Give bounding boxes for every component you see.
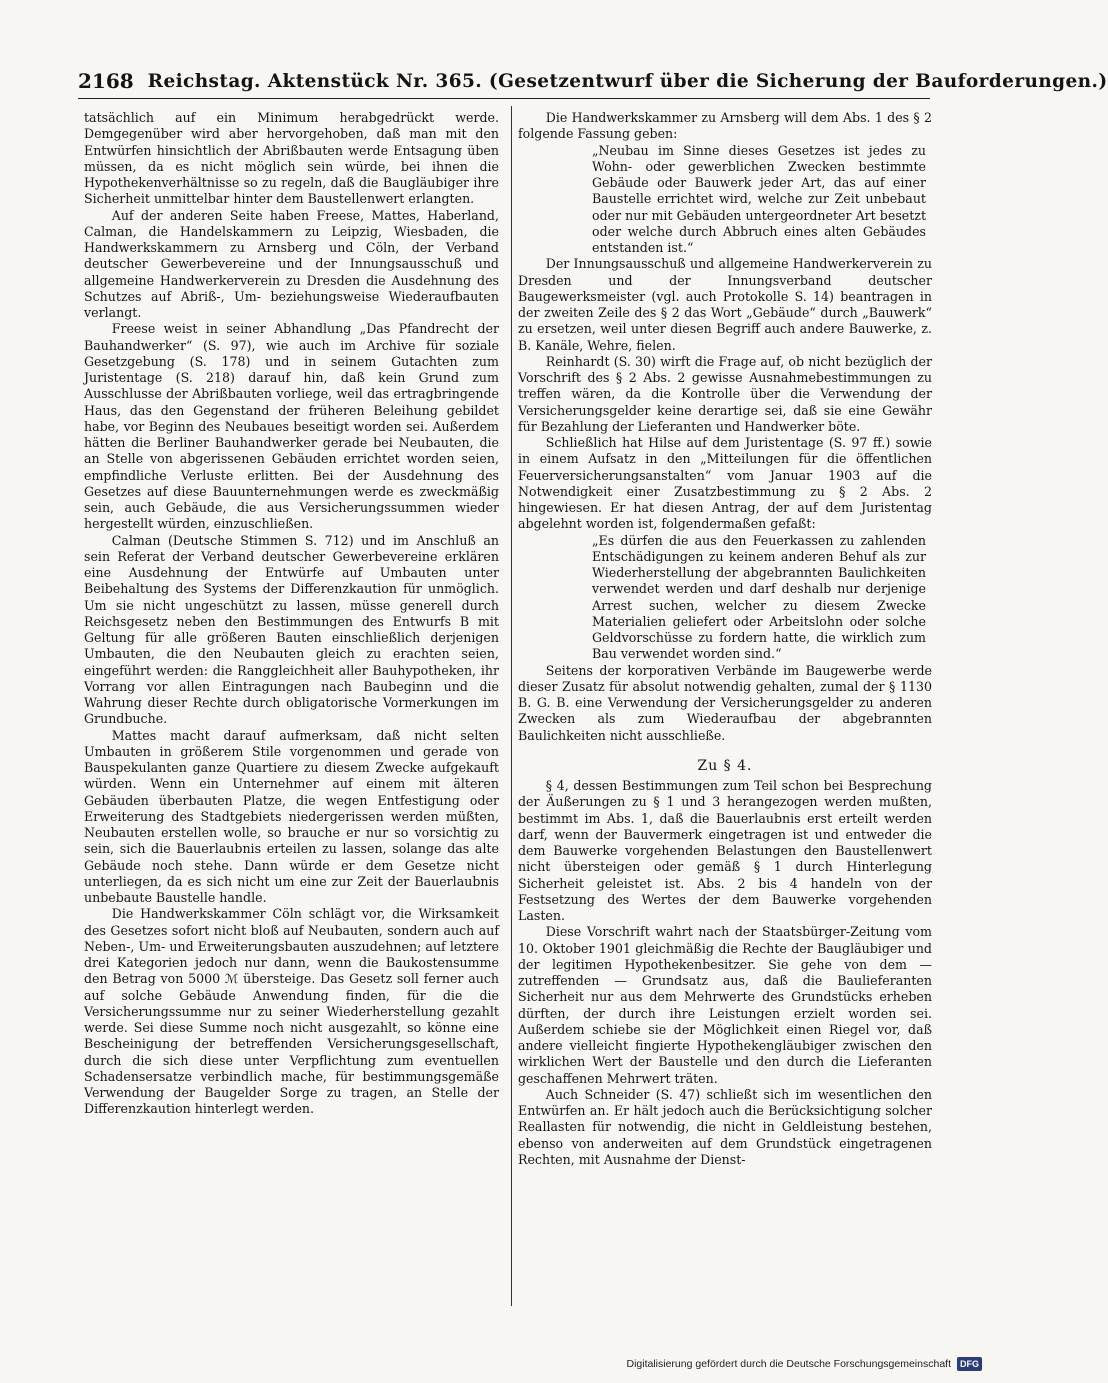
paragraph: Die Handwerkskammer Cöln schlägt vor, die Wirksamkeit des Gesetzes sofort nicht bloß auf Neubauten, sondern auch auf Neben-, Um- und Erweiterungsbauten auszudehnen; auf letztere drei Kategorien jedoch nur dann, wenn die Baukostensumme den Betrag von 5000 ℳ übersteige. Das Gesetz soll ferner auch auf solche Gebäude Anwendung finden, für die die Versicherungssumme nur zu seiner Wiederherstellung gezahlt werde. Sei diese Summe noch nicht ausgezahlt, so könne eine Bescheinigung der betreffenden Versicherungsgesellschaft, durch die sich diese unter Verpflichtung zum eventuellen Schadensersatze verbindlich mache, für bestimmungsgemäße Verwendung der Baugelder Sorge zu tragen, an Stelle der Differenzkaution hinterlegt werden. xyxy=(84,906,499,1117)
paragraph: § 4, dessen Bestimmungen zum Teil schon bei Besprechung der Äußerungen zu § 1 und 3 herangezogen werden mußten, bestimmt im Abs. 1, daß die Bauerlaubnis erst erteilt werden darf, wenn der Bauvermerk eingetragen ist und entweder die dem Bauwerke vorgehenden Belastungen den Baustellenwert nicht übersteigen oder gemäß § 1 durch Hinterlegung Sicherheit geleistet ist. Abs. 2 bis 4 handeln von der Festsetzung des Wertes der dem Bauwerke vorgehenden Lasten. xyxy=(518,778,932,923)
paragraph: Diese Vorschrift wahrt nach der Staatsbürger-Zeitung vom 10. Oktober 1901 gleichmäßig die Rechte der Baugläubiger und der legitimen Hypothekenbesitzer. Sie gehe von dem — zutreffenden — Grundsatz aus, daß die Baulieferanten Sicherheit nur aus dem Mehrwerte des Grundstücks erheben dürften, der durch ihre Leistungen erzielt worden sei. Außerdem schiebe sie der Möglichkeit einen Riegel vor, daß andere vielleicht fingierte Hypothekengläubiger zwischen den wirklichen Wert der Baustelle und den durch die Lieferanten geschaffenen Mehrwert träten. xyxy=(518,924,932,1086)
paragraph: Der Innungsausschuß und allgemeine Handwerkerverein zu Dresden und der Innungsverband deutscher Baugewerksmeister (vgl. auch Protokolle S. 14) beantragen in der zweiten Zeile des § 2 das Wort „Gebäude“ durch „Bauwerk“ zu ersetzen, weil unter diesen Begriff auch andere Bauwerke, z. B. Kanäle, Wehre, fielen. xyxy=(518,256,932,353)
section-heading: Zu § 4. xyxy=(697,757,753,774)
dfg-logo: DFG xyxy=(957,1357,982,1371)
left-column xyxy=(84,110,499,1118)
page-header xyxy=(78,64,1108,98)
paragraph: Mattes macht darauf aufmerksam, daß nicht selten Umbauten in größerem Stile vorgenommen und gerade von Bauspekulanten ganze Quartiere zu diesem Zwecke aufgekauft würden. Wenn ein Unternehmer auf einem mit älteren Gebäuden überbauten Platze, die wegen Entfestigung oder Erweiterung des Stadtgebiets niedergerissen werden müßten, Neubauten erstellen wolle, so brauche er nur so vorsichtig zu sein, sich die Bauerlaubnis erteilen zu lassen, solange das alte Gebäude noch stehe. Dann würde er dem Gesetze nicht unterliegen, da es sich nicht um eine zur Zeit der Bauerlaubnis unbebaute Baustelle handle. xyxy=(84,727,499,905)
page-number: 2168 xyxy=(78,69,134,93)
paragraph: Schließlich hat Hilse auf dem Juristentage (S. 97 ff.) sowie in einem Aufsatz in den „Mitteilungen für die öffentlichen Feuerversicherungsanstalten“ vom Januar 1903 auf die Notwendigkeit einer Zusatzbestimmung zu § 2 Abs. 2 hingewiesen. Er hat diesen Antrag, der auf dem Juristentag abgelehnt worden ist, folgendermaßen gefaßt: xyxy=(518,435,932,532)
block-quote: „Es dürfen die aus den Feuerkassen zu zahlenden Entschädigungen zu keinem anderen Behuf als zur Wiederherstellung der abgebrannten Baulichkeiten verwendet werden und darf deshalb nur derjenige Arrest suchen, welcher zu diesem Zwecke Materialien geliefert oder Arbeitslohn oder solche Geldvorschüsse zu fordern hatte, die wirklich zum Bau verwendet worden sind.“ xyxy=(592,532,926,662)
header-rule xyxy=(78,98,930,99)
right-column xyxy=(518,110,932,1168)
paragraph: Auf der anderen Seite haben Freese, Mattes, Haberland, Calman, die Handelskammern zu Leipzig, Wiesbaden, die Handwerkskammern zu Arnsberg und Cöln, der Verband deutscher Gewerbevereine und der Innungsausschuß und allgemeine Handwerkerverein zu Dresden die Ausdehnung des Schutzes auf Abriß-, Um- beziehungsweise Wiederaufbauten verlangt. xyxy=(84,207,499,320)
paragraph: Reinhardt (S. 30) wirft die Frage auf, ob nicht bezüglich der Vorschrift des § 2 Abs. 2 gewisse Ausnahmebestimmungen zu treffen wären, da die Kontrolle über die Verwendung der Versicherungsgelder keine derartige sei, daß sie eine Gewähr für Bezahlung der Lieferanten und Handwerker böte. xyxy=(518,353,932,434)
paragraph: Die Handwerkskammer zu Arnsberg will dem Abs. 1 des § 2 folgende Fassung geben: xyxy=(518,110,932,142)
paragraph: tatsächlich auf ein Minimum herabgedrückt werde. Demgegenüber wird aber hervorgehoben, daß man mit den Entwürfen hinsichtlich der Abrißbauten werde Entsagung üben müssen, da es nicht möglich sein würde, bei ihnen die Hypothekenverhältnisse so zu regeln, daß die Baugläubiger ihre Sicherheit unmittelbar hinter dem Baustellenwert erlangten. xyxy=(84,110,499,207)
footer-text: Digitalisierung gefördert durch die Deutsche Forschungsgemeinschaft xyxy=(626,1358,951,1370)
column-divider xyxy=(511,106,512,1306)
paragraph: Auch Schneider (S. 47) schließt sich im wesentlichen den Entwürfen an. Er hält jedoch auch die Berücksichtigung solcher Reallasten für notwendig, die nicht in Geldleistung bestehen, ebenso von anderweiten auf dem Grundstück eingetragenen Rechten, mit Ausnahme der Dienst- xyxy=(518,1086,932,1167)
running-title: Reichstag. Aktenstück Nr. 365. (Gesetzentwurf über die Sicherung der Bauforderungen.) xyxy=(147,70,1108,92)
paragraph: Freese weist in seiner Abhandlung „Das Pfandrecht der Bauhandwerker“ (S. 97), wie auch im Archive für soziale Gesetzgebung (S. 178) und in seinem Gutachten zum Juristentage (S. 218) darauf hin, daß kein Grund zum Ausschlusse der Abrißbauten vorliege, weil das ertragbringende Haus, das den Gegenstand der früheren Beleihung gebildet habe, vor Beginn des Neubaues beseitigt worden sei. Außerdem hätten die Berliner Bauhandwerker gerade bei Neubauten, die an Stelle von abgerissenen Gebäuden errichtet worden seien, empfindliche Verluste erlitten. Bei der Ausdehnung des Gesetzes auf diese Bauunternehmungen werde es zweckmäßig sein, auch Gebäude, die aus Versicherungssummen wieder hergestellt würden, einzuschließen. xyxy=(84,321,499,532)
paragraph: Calman (Deutsche Stimmen S. 712) und im Anschluß an sein Referat der Verband deutscher Gewerbevereine erklären eine Ausdehnung der Entwürfe auf Umbauten unter Beibehaltung des Systems der Differenzkaution für unmöglich. Um sie nicht ungeschützt zu lassen, müsse generell durch Reichsgesetz neben den Bestimmungen des Entwurfs B mit Geltung für alle größeren Bauten einschließlich derjenigen Umbauten, die den Neubauten gleich zu erachten seien, eingeführt werden: die Ranggleichheit aller Bauhypotheken, ihr Vorrang vor allen Eintragungen nach Baubeginn und die Wahrung dieser Rechte durch obligatorische Vormerkungen im Grundbuche. xyxy=(84,532,499,727)
block-quote: „Neubau im Sinne dieses Gesetzes ist jedes zu Wohn- oder gewerblichen Zwecken bestimmte Gebäude oder Bauwerk jeder Art, das auf einer Baustelle errichtet wird, welche zur Zeit unbebaut oder nur mit Gebäuden untergeordneter Art besetzt oder welche durch Abbruch eines alten Gebäudes entstanden ist.“ xyxy=(592,142,926,255)
paragraph: Seitens der korporativen Verbände im Baugewerbe werde dieser Zusatz für absolut notwendig gehalten, zumal der § 1130 B. G. B. eine Verwendung der Versicherungsgelder zu anderen Zwecken als zum Wiederaufbau der abgebrannten Baulichkeiten nicht ausschließe. xyxy=(518,662,932,743)
digitization-footer xyxy=(626,1357,982,1371)
